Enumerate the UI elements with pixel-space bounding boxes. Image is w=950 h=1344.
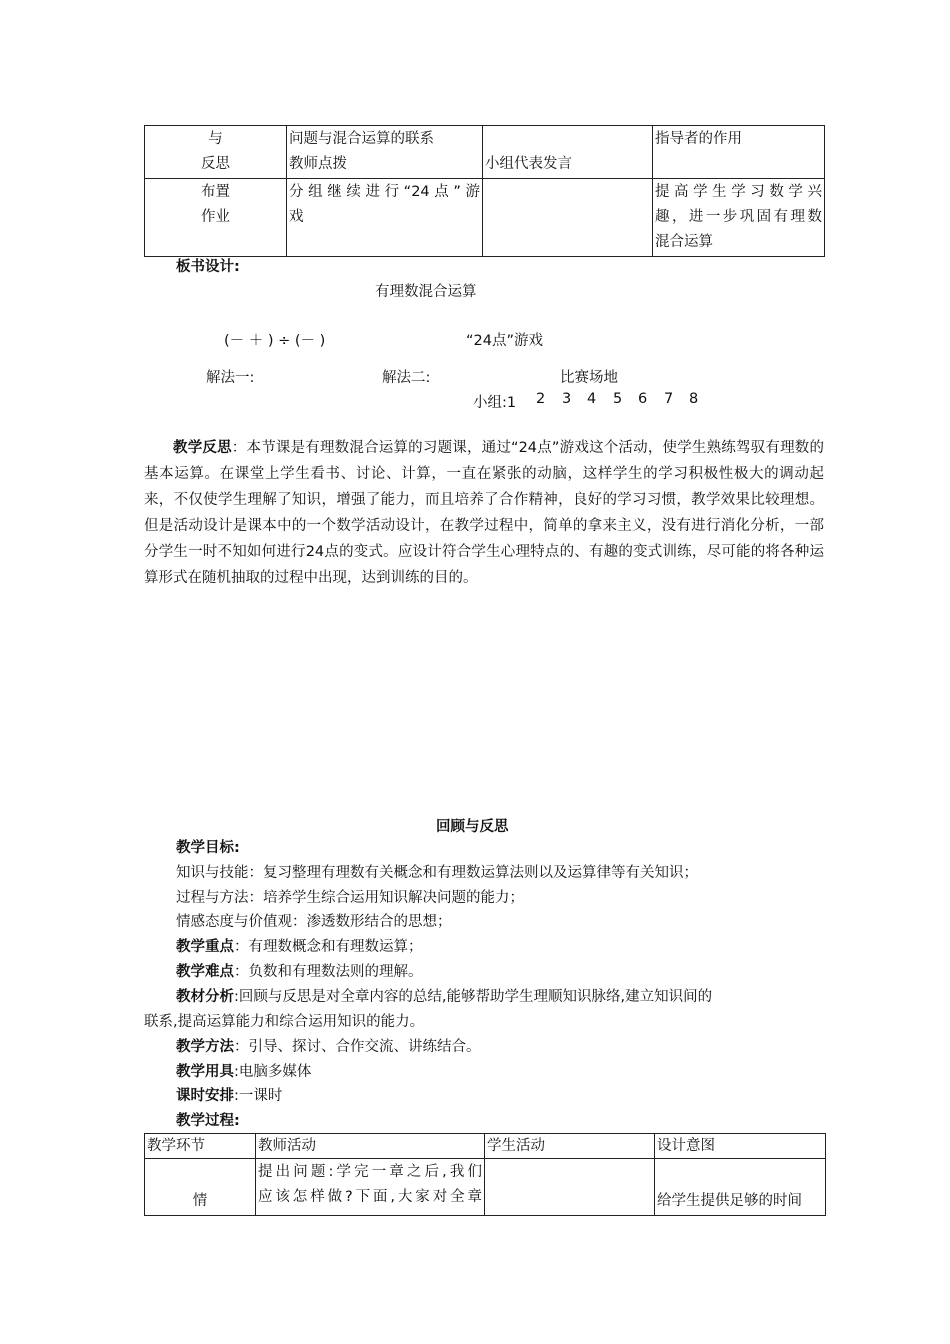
goal-process: 过程与方法：培养学生综合运用知识解决问题的能力；	[176, 890, 524, 906]
intent-text: 指导者的作用	[655, 131, 742, 147]
stage-cell	[145, 179, 287, 257]
teacher-line: 应该怎样做?下面,大家对全章	[258, 1189, 482, 1205]
group-number: 6	[638, 391, 648, 407]
student-cell	[483, 179, 653, 257]
intent-cell	[653, 179, 825, 257]
game-label: “24点”游戏	[466, 333, 543, 349]
header-cell: 学生活动	[485, 1134, 655, 1159]
group-number: 3	[562, 391, 572, 407]
analysis-line	[176, 986, 712, 1008]
lesson-title: 回顾与反思	[436, 819, 509, 835]
method-label: 教学方法	[176, 1039, 234, 1055]
difficulty-point	[176, 961, 423, 983]
top-table	[144, 125, 825, 257]
method-one-label: 解法一:	[206, 370, 255, 386]
venue-label: 比赛场地	[560, 370, 618, 386]
group-number: 5	[613, 391, 623, 407]
reflection-label: 教学反思	[173, 440, 232, 456]
method-two-label: 解法二:	[382, 370, 431, 386]
teacher-line: 分组继续进行“24点”游	[289, 184, 480, 200]
stage-text: 情	[192, 1193, 208, 1209]
goals-label: 教学目标:	[176, 840, 240, 856]
group-number: 7	[664, 391, 674, 407]
reflection-paragraph	[144, 435, 824, 591]
student-text: 小组代表发言	[485, 156, 572, 172]
process-table	[144, 1133, 826, 1216]
difficulty-text: ：负数和有理数法则的理解。	[234, 964, 423, 980]
table-row	[145, 126, 825, 179]
intent-text: 给学生提供足够的时间	[657, 1193, 802, 1209]
student-cell	[483, 126, 653, 179]
analysis-text: :回顾与反思是对全章内容的总结,能够帮助学生理顺知识脉络,建立知识间的	[234, 989, 713, 1005]
teacher-line: 提出问题:学完一章之后,我们	[258, 1164, 482, 1180]
table-header-row	[145, 1134, 826, 1159]
table-row	[145, 179, 825, 257]
method-line	[176, 1036, 481, 1058]
stage-line: 作业	[201, 209, 230, 225]
tools-label: 教学用具	[176, 1064, 234, 1080]
intent-cell	[653, 126, 825, 179]
goal-emotion: 情感态度与价值观：渗透数形结合的思想；	[176, 914, 452, 930]
schedule-label: 课时安排	[176, 1088, 234, 1104]
goal-knowledge: 知识与技能：复习整理有理数有关概念和有理数运算法则以及运算律等有关知识；	[176, 865, 698, 881]
teacher-cell	[287, 179, 483, 257]
student-cell	[485, 1159, 655, 1216]
header-cell: 教师活动	[256, 1134, 485, 1159]
stage-cell	[145, 1159, 256, 1216]
process-label: 教学过程:	[176, 1113, 240, 1129]
schedule-text: :一课时	[234, 1088, 283, 1104]
header-cell: 教学环节	[145, 1134, 256, 1159]
key-label: 教学重点	[176, 939, 234, 955]
stage-line: 反思	[201, 156, 230, 172]
board-title: 有理数混合运算	[375, 284, 477, 300]
teacher-cell	[287, 126, 483, 179]
table-row	[145, 1159, 826, 1216]
group-number: 4	[587, 391, 597, 407]
teacher-line: 教师点拨	[289, 156, 347, 172]
intent-cell	[655, 1159, 826, 1216]
analysis-label: 教材分析	[176, 989, 234, 1005]
board-heading: 板书设计:	[176, 259, 240, 275]
board-expression: (－ ＋ ) ÷ (－ )	[224, 333, 326, 349]
intent-line: 混合运算	[655, 234, 713, 250]
stage-line: 与	[208, 131, 223, 147]
tools-text: :电脑多媒体	[234, 1064, 312, 1080]
intent-line: 趣，进一步巩固有理数	[655, 209, 822, 225]
key-text: ：有理数概念和有理数运算；	[234, 939, 423, 955]
key-point	[176, 936, 423, 958]
teacher-cell	[256, 1159, 485, 1216]
teacher-line: 戏	[289, 209, 304, 225]
difficulty-label: 教学难点	[176, 964, 234, 980]
tools-line	[176, 1061, 311, 1083]
teacher-line: 问题与混合运算的联系	[289, 131, 434, 147]
reflection-text: ：本节课是有理数混合运算的习题课，通过“24点”游戏这个活动，使学生熟练驾驭有理数的基本运算。在课堂上学生看书、讨论、计算，一直在紧张的动脑，这样学生的学习积极性极大的调动起来，不仅使学生理解了知识，增强了能力，而且培养了合作精神，良好的学习习惯，教学效果比较理想。但是活动设计是课本中的一个数学活动设计，在教学过程中，简单的拿来主义，没有进行消化分析，一部分学生一时不知如何进行24点的变式。应设计符合学生心理特点的、有趣的变式训练，尽可能的将各种运算形式在随机抽取的过程中出现，达到训练的目的。	[144, 440, 824, 586]
schedule-line	[176, 1085, 282, 1107]
stage-cell	[145, 126, 287, 179]
header-cell: 设计意图	[655, 1134, 826, 1159]
method-text: ：引导、探讨、合作交流、讲练结合。	[234, 1039, 481, 1055]
analysis-line: 联系,提高运算能力和综合运用知识的能力。	[144, 1014, 425, 1030]
group-number: 8	[689, 391, 699, 407]
group-number: 2	[536, 391, 546, 407]
intent-line: 提高学生学习数学兴	[655, 184, 822, 200]
groups-label: 小组:1	[473, 395, 517, 411]
stage-line: 布置	[201, 184, 230, 200]
